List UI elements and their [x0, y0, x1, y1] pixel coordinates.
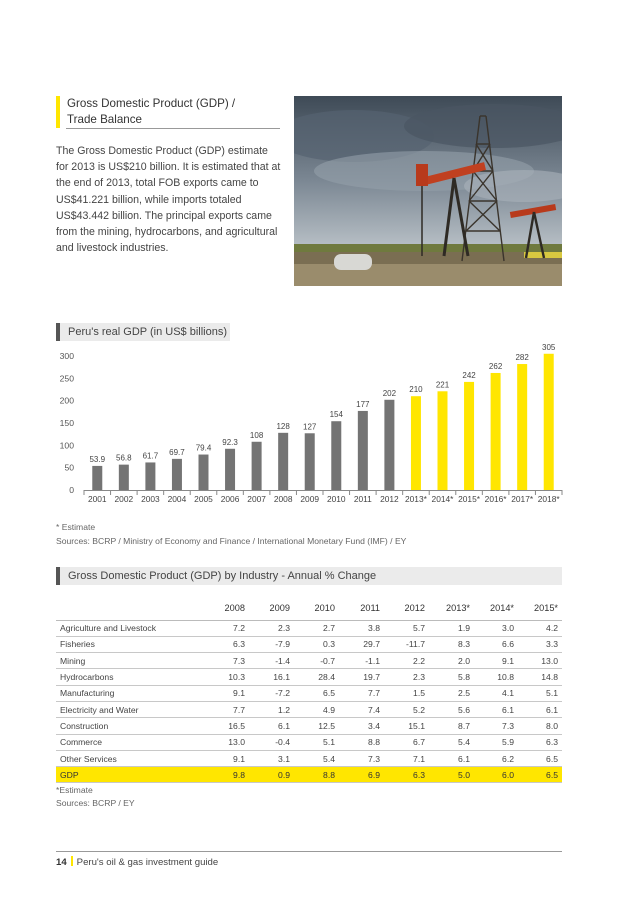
- y-tick-label: 150: [59, 418, 74, 428]
- table-cell: 13.0: [518, 653, 562, 669]
- table-header-row: [56, 596, 562, 620]
- x-tick-label: 2008: [273, 494, 293, 504]
- row-label: GDP: [56, 767, 204, 783]
- section-heading: [56, 96, 280, 128]
- bar: [384, 400, 394, 490]
- bar-value-label: 92.3: [222, 437, 238, 447]
- bar-value-label: 127: [303, 422, 317, 432]
- x-tick-label: 2009: [300, 494, 320, 504]
- x-tick-label: 2003: [141, 494, 160, 504]
- row-label: Construction: [56, 718, 204, 734]
- column-header: 2011: [339, 596, 384, 620]
- y-tick-label: 100: [59, 440, 74, 451]
- gdp-bar-chart: [50, 344, 566, 514]
- page-number: 14: [56, 857, 67, 868]
- row-label: Agriculture and Livestock: [56, 620, 204, 636]
- table-cell: 16.5: [204, 718, 249, 734]
- table-cell: 9.1: [204, 750, 249, 766]
- table-row: [56, 669, 562, 685]
- table-cell: 8.8: [294, 767, 339, 783]
- bar-value-label: 128: [276, 421, 290, 431]
- heading-text: [67, 96, 280, 128]
- table-cell: 6.5: [294, 685, 339, 701]
- bar: [119, 465, 129, 490]
- table-cell: 6.2: [474, 750, 518, 766]
- y-tick-label: 0: [69, 485, 74, 495]
- table-row: [56, 767, 562, 783]
- table-cell: -7.9: [249, 636, 294, 652]
- table-cell: 13.0: [204, 734, 249, 750]
- table-cell: 5.4: [429, 734, 474, 750]
- x-tick-label: 2004: [167, 494, 187, 504]
- bar: [305, 433, 315, 490]
- bar-value-label: 154: [329, 410, 343, 420]
- column-header: 2009: [249, 596, 294, 620]
- gdp-chart-svg: [50, 344, 566, 514]
- bar: [491, 373, 501, 490]
- table-cell: 7.3: [339, 750, 384, 766]
- bar: [464, 382, 474, 490]
- table-cell: 9.1: [204, 685, 249, 701]
- table-cell: -0.4: [249, 734, 294, 750]
- bar: [252, 442, 262, 490]
- x-tick-label: 2001: [87, 494, 107, 504]
- x-tick-label: 2017*: [511, 494, 534, 504]
- x-tick-label: 2014*: [431, 494, 454, 504]
- table-row: [56, 701, 562, 717]
- bar-value-label: 221: [435, 380, 450, 390]
- table-cell: 2.7: [294, 620, 339, 636]
- intro-paragraph: The Gross Domestic Product (GDP) estimate for 2013 is US$210 billion. It is estimated that at the end of 2013, total FOB exports came to US$41.221 billion, while imports totaled US$43.442 billion. The principal exports came from the mining, hydrocarbons, and agricultural and livestock industries.: [56, 145, 281, 255]
- guide-title: Peru's oil & gas investment guide: [76, 857, 219, 868]
- bar-value-label: 262: [488, 361, 503, 371]
- bar-value-label: 210: [409, 385, 423, 395]
- table-cell: 6.7: [384, 734, 429, 750]
- x-tick-label: 2006: [220, 494, 240, 504]
- table-row: [56, 653, 562, 669]
- table-cell: 1.2: [249, 701, 294, 717]
- table-cell: 8.3: [429, 636, 474, 652]
- footer-separator: [71, 856, 73, 866]
- x-tick-label: 2005: [194, 494, 213, 504]
- table-cell: 5.4: [294, 750, 339, 766]
- table-cell: 14.8: [518, 669, 562, 685]
- table-cell: -11.7: [384, 636, 429, 652]
- table-cell: -7.2: [249, 685, 294, 701]
- table-cell: 7.2: [204, 620, 249, 636]
- bar: [331, 421, 341, 490]
- table-row: [56, 636, 562, 652]
- bar-value-label: 56.8: [116, 453, 132, 463]
- x-tick-label: 2011: [353, 494, 372, 504]
- y-tick-label: 200: [59, 395, 74, 406]
- table-row: [56, 718, 562, 734]
- table-cell: 28.4: [294, 669, 339, 685]
- column-header: 2010: [294, 596, 339, 620]
- row-label: Other Services: [56, 750, 204, 766]
- table-cell: 4.2: [518, 620, 562, 636]
- x-tick-label: 2007: [247, 494, 266, 504]
- bar-value-label: 242: [462, 370, 476, 380]
- column-header: 2015*: [518, 596, 562, 620]
- x-tick-label: 2018*: [537, 494, 560, 504]
- table-cell: 9.8: [204, 767, 249, 783]
- chart-title-strip: [56, 323, 230, 341]
- bar-value-label: 69.7: [169, 447, 185, 457]
- table-cell: 6.3: [518, 734, 562, 750]
- table-cell: 2.0: [429, 653, 474, 669]
- table-cell: 1.9: [429, 620, 474, 636]
- bar-value-label: 177: [356, 399, 370, 409]
- table-cell: 5.1: [518, 685, 562, 701]
- row-label: Mining: [56, 653, 204, 669]
- table-cell: 5.6: [429, 701, 474, 717]
- x-tick-label: 2016*: [484, 494, 507, 504]
- table-cell: 5.1: [294, 734, 339, 750]
- table-cell: 6.1: [249, 718, 294, 734]
- bar: [544, 354, 554, 490]
- table-row: [56, 685, 562, 701]
- table-cell: 6.1: [518, 701, 562, 717]
- table-cell: 2.3: [249, 620, 294, 636]
- table-cell: 5.0: [429, 767, 474, 783]
- table-cell: 6.1: [429, 750, 474, 766]
- table-cell: 1.5: [384, 685, 429, 701]
- table-cell: 8.7: [429, 718, 474, 734]
- bar-value-label: 202: [382, 388, 397, 398]
- table-cell: 3.8: [339, 620, 384, 636]
- table-estimate-note: *Estimate: [56, 785, 93, 795]
- table-cell: 4.1: [474, 685, 518, 701]
- table-cell: 5.2: [384, 701, 429, 717]
- table-cell: 7.7: [339, 685, 384, 701]
- footer-rule: [56, 851, 562, 852]
- bar: [438, 391, 448, 490]
- table-cell: 3.1: [249, 750, 294, 766]
- table-cell: 3.3: [518, 636, 562, 652]
- table-cell: 5.9: [474, 734, 518, 750]
- table-cell: 0.3: [294, 636, 339, 652]
- heading-rule: [66, 128, 280, 129]
- table-cell: 9.1: [474, 653, 518, 669]
- y-tick-label: 300: [59, 351, 74, 361]
- x-tick-label: 2015*: [458, 494, 481, 504]
- bar-value-label: 61.7: [142, 451, 159, 461]
- row-label: Commerce: [56, 734, 204, 750]
- table-cell: 29.7: [339, 636, 384, 652]
- row-label: Fisheries: [56, 636, 204, 652]
- x-tick-label: 2002: [114, 494, 134, 504]
- bar: [358, 411, 368, 490]
- bar: [92, 466, 102, 490]
- column-header: 2013*: [429, 596, 474, 620]
- x-tick-label: 2010: [326, 494, 346, 504]
- table-cell: 2.2: [384, 653, 429, 669]
- row-label: Electricity and Water: [56, 701, 204, 717]
- table-cell: 8.0: [518, 718, 562, 734]
- table-title-accent: [56, 567, 60, 585]
- table-cell: 7.7: [204, 701, 249, 717]
- table-cell: -1.4: [249, 653, 294, 669]
- table-cell: 7.1: [384, 750, 429, 766]
- table-sources-note: Sources: BCRP / EY: [56, 798, 135, 808]
- table-cell: 4.9: [294, 701, 339, 717]
- table-row: [56, 750, 562, 766]
- table-cell: 6.0: [474, 767, 518, 783]
- table-cell: 6.3: [204, 636, 249, 652]
- table-cell: 2.5: [429, 685, 474, 701]
- table-title-strip: [56, 567, 562, 585]
- bar: [172, 459, 182, 490]
- table-cell: 6.1: [474, 701, 518, 717]
- chart-title-accent: [56, 323, 60, 341]
- bar: [199, 455, 209, 490]
- heading-line-2: Trade Balance: [67, 113, 142, 126]
- bar-value-label: 108: [249, 430, 264, 440]
- x-tick-label: 2013*: [404, 494, 427, 504]
- table-cell: 6.5: [518, 750, 562, 766]
- table-cell: 7.3: [474, 718, 518, 734]
- table-cell: 19.7: [339, 669, 384, 685]
- table-cell: 8.8: [339, 734, 384, 750]
- table-cell: 5.8: [429, 669, 474, 685]
- bar: [411, 396, 421, 490]
- table-cell: 6.9: [339, 767, 384, 783]
- table-row: [56, 734, 562, 750]
- x-tick-label: 2012: [380, 494, 399, 504]
- bar-value-label: 305: [542, 344, 556, 352]
- table-title: Gross Domestic Product (GDP) by Industry - Annual % Change: [68, 570, 377, 582]
- table-cell: 2.3: [384, 669, 429, 685]
- bar: [517, 364, 527, 490]
- table-cell: -0.7: [294, 653, 339, 669]
- table-cell: 15.1: [384, 718, 429, 734]
- table-header-blank: [56, 596, 204, 620]
- chart-estimate-note: * Estimate: [56, 522, 96, 532]
- heading-line-1: Gross Domestic Product (GDP) /: [67, 97, 236, 110]
- table-cell: 10.3: [204, 669, 249, 685]
- column-header: 2008: [204, 596, 249, 620]
- bar-value-label: 53.9: [89, 454, 106, 464]
- table-cell: 16.1: [249, 669, 294, 685]
- heading-accent-bar: [56, 96, 60, 128]
- table-cell: 10.8: [474, 669, 518, 685]
- oil-field-illustration: [294, 96, 562, 286]
- y-tick-label: 250: [59, 373, 74, 384]
- row-label: Manufacturing: [56, 685, 204, 701]
- chart-title: Peru's real GDP (in US$ billions): [68, 326, 228, 338]
- table-cell: 6.5: [518, 767, 562, 783]
- table-cell: 6.3: [384, 767, 429, 783]
- column-header: 2012: [384, 596, 429, 620]
- page-footer: [56, 856, 218, 868]
- table-cell: 12.5: [294, 718, 339, 734]
- table-cell: -1.1: [339, 653, 384, 669]
- bar-value-label: 282: [515, 353, 529, 363]
- bar: [145, 462, 155, 490]
- table-cell: 7.3: [204, 653, 249, 669]
- chart-sources-note: Sources: BCRP / Ministry of Economy and Finance / International Monetary Fund (IMF) / EY: [56, 536, 407, 546]
- table-cell: 5.7: [384, 620, 429, 636]
- table-row: [56, 620, 562, 636]
- y-tick-label: 50: [64, 462, 74, 473]
- row-label: Hydrocarbons: [56, 669, 204, 685]
- bar-value-label: 79.4: [195, 443, 212, 453]
- oil-field-photo: [294, 96, 562, 286]
- bar: [225, 449, 235, 490]
- bar: [278, 433, 288, 490]
- table-cell: 7.4: [339, 701, 384, 717]
- table-cell: 6.6: [474, 636, 518, 652]
- table-cell: 3.0: [474, 620, 518, 636]
- table-cell: 0.9: [249, 767, 294, 783]
- gdp-by-industry-table: [56, 596, 562, 783]
- column-header: 2014*: [474, 596, 518, 620]
- table-cell: 3.4: [339, 718, 384, 734]
